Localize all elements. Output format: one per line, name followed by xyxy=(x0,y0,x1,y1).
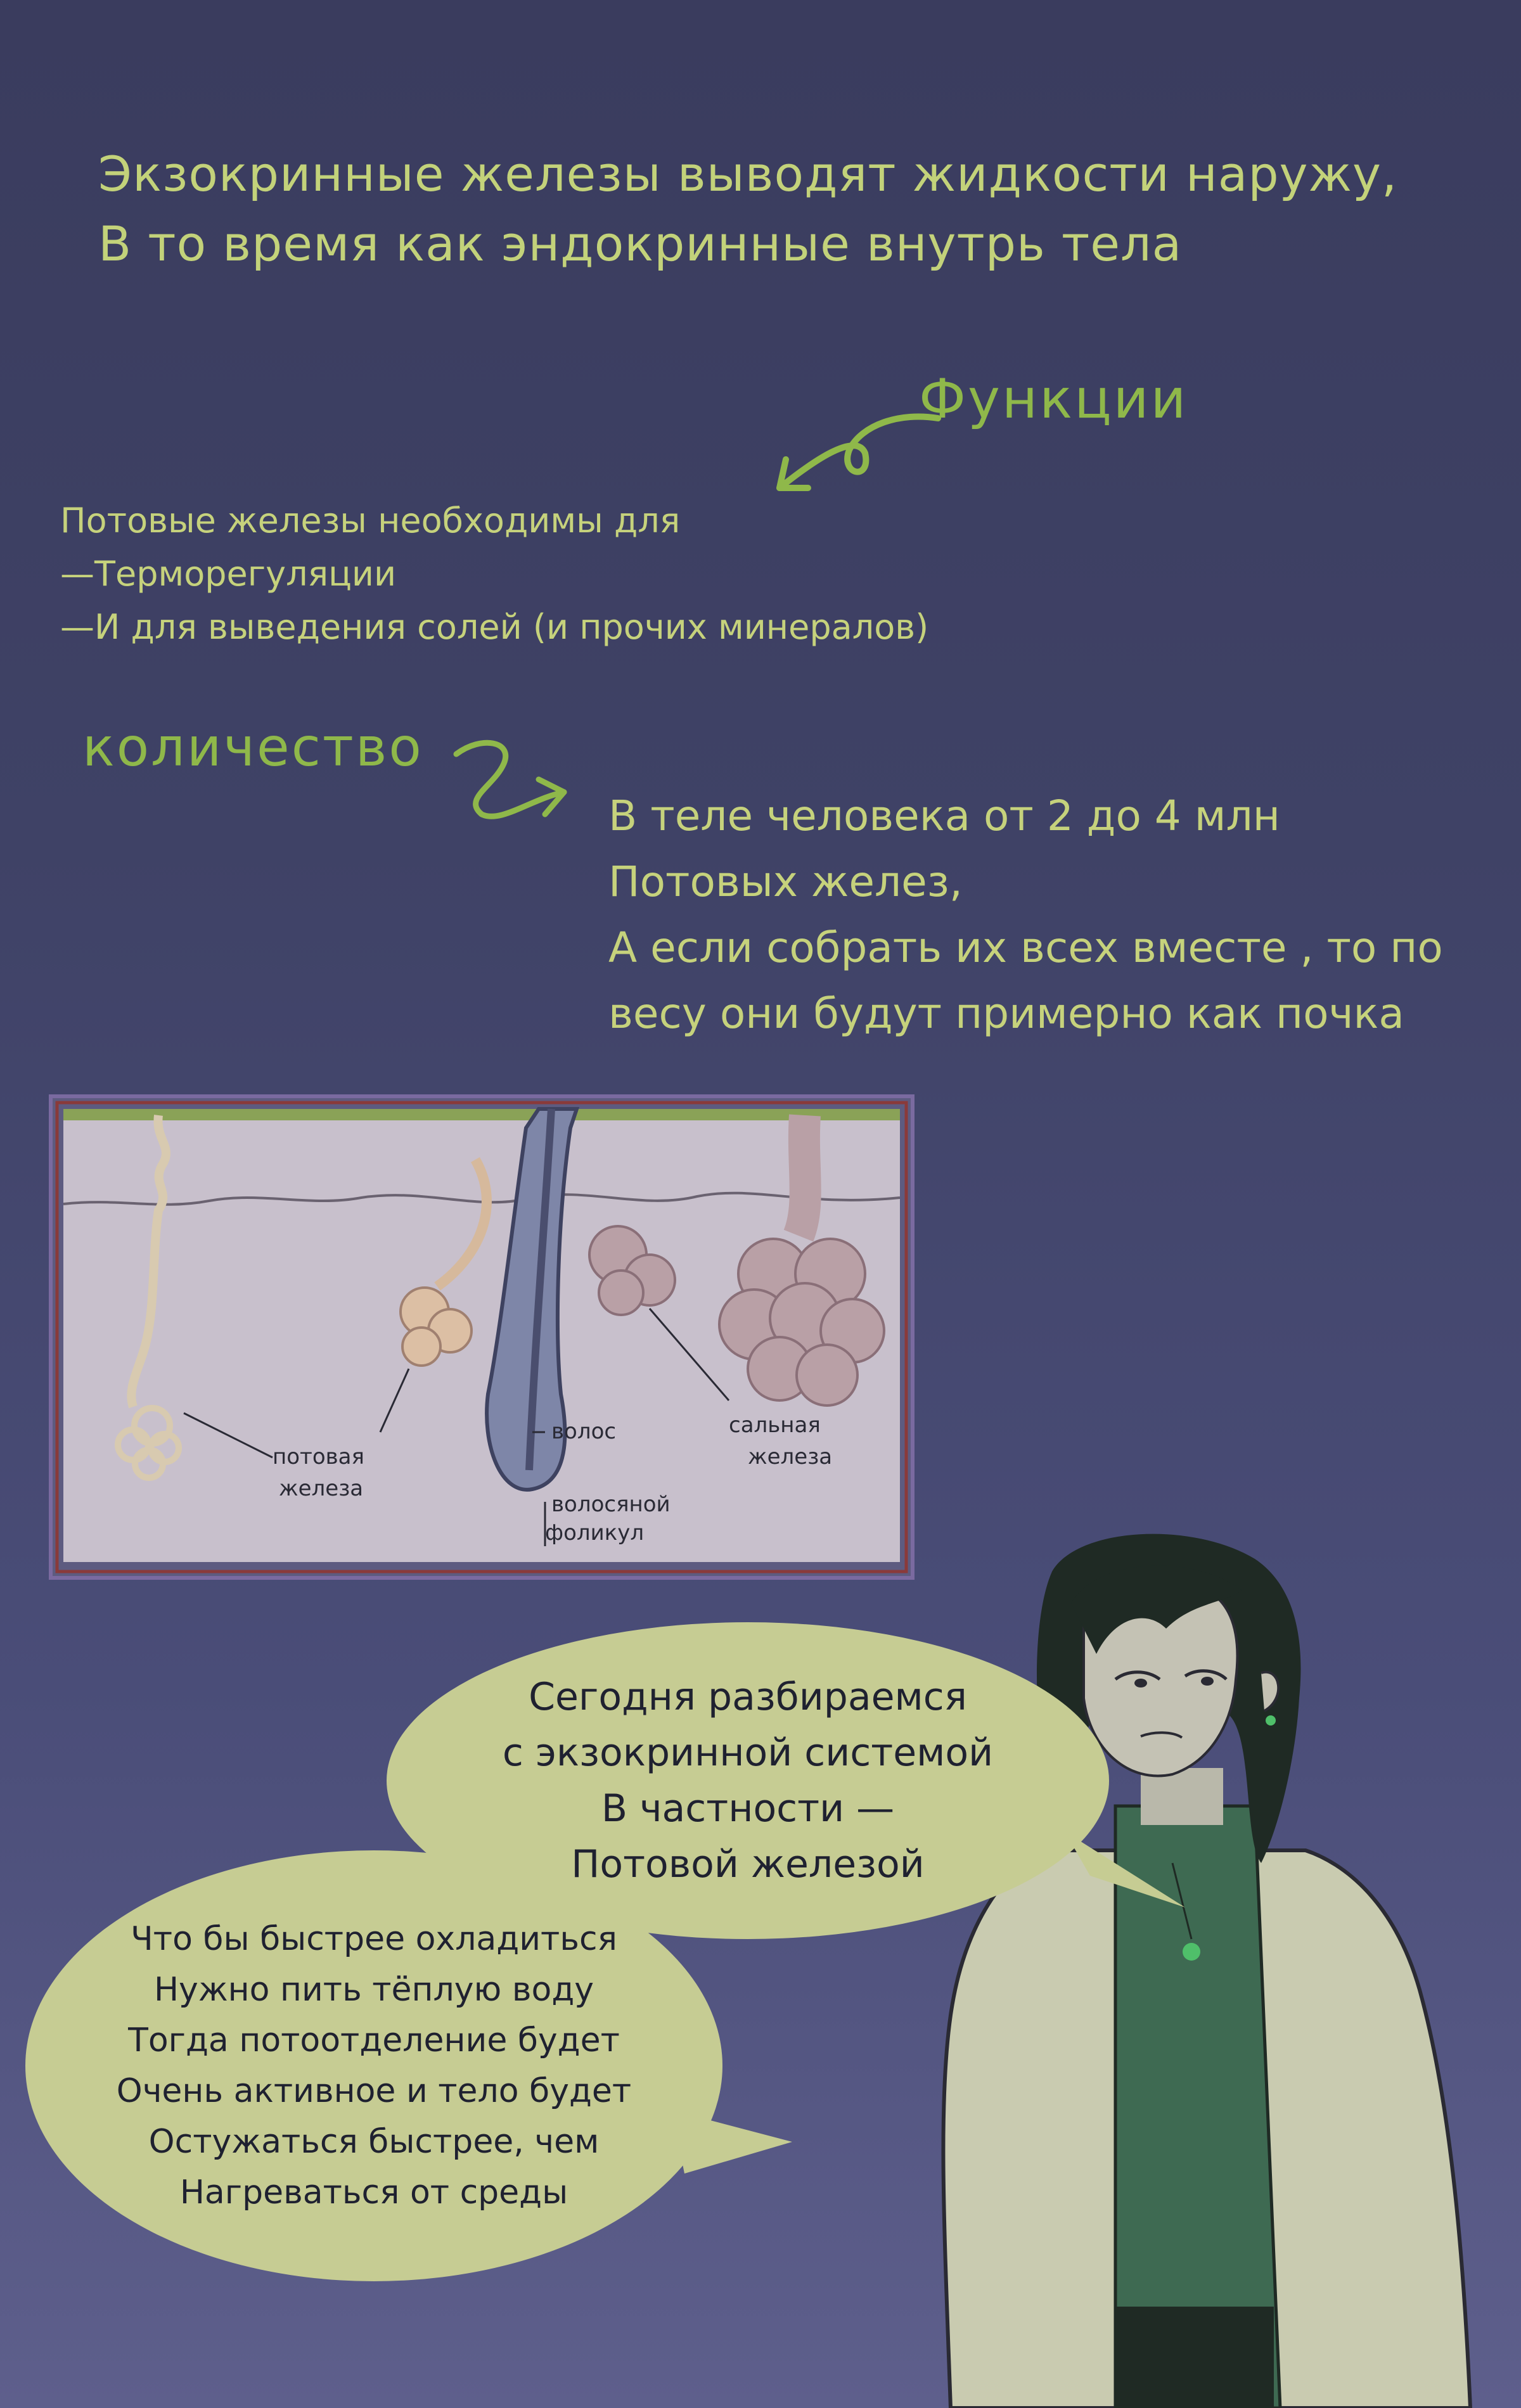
quantity-line-1: В теле человека от 2 до 4 млн xyxy=(608,791,1280,840)
bubble-bottom-line-4: Очень активное и тело будет xyxy=(116,2072,632,2110)
quantity-text xyxy=(608,783,1508,1047)
quantity-line-4: весу они будут примерно как почка xyxy=(608,989,1404,1038)
functions-line-3: —И для выведения солей (и прочих минералов) xyxy=(60,607,929,647)
quantity-label: количество xyxy=(82,716,423,778)
bubble-top-line-4: Потовой железой xyxy=(571,1842,925,1886)
curly-arrow-icon xyxy=(760,393,951,507)
bubble-bottom-line-1: Что бы быстрее охладиться xyxy=(131,1920,617,1958)
bubble-bottom-line-6: Нагреваться от среды xyxy=(179,2174,568,2212)
header-text xyxy=(98,139,1461,279)
speech-bubble-bottom xyxy=(25,1850,722,2281)
follicle-label-1: волосяной xyxy=(551,1492,671,1517)
functions-list xyxy=(60,494,1138,654)
skin-diagram xyxy=(44,1090,919,1584)
bubble-bottom-tail xyxy=(672,2104,799,2180)
functions-line-1: Потовые железы необходимы для xyxy=(60,501,681,541)
functions-line-2: —Терморегуляции xyxy=(60,554,397,594)
bubble-bottom-line-2: Нужно пить тёплую воду xyxy=(153,1971,594,2009)
bubble-top-line-2: с экзокринной системой xyxy=(502,1731,994,1775)
bubble-top-line-3: В частности — xyxy=(601,1786,895,1831)
quantity-line-3: А если собрать их всех вместе , то по xyxy=(608,923,1443,972)
character-illustration xyxy=(925,1534,1483,2408)
functions-label: Функции xyxy=(919,368,1188,431)
bubble-top-tail xyxy=(1065,1825,1191,1914)
sebaceous-label-1: сальная xyxy=(729,1412,821,1438)
sweat-gland-label-2: железа xyxy=(279,1476,364,1501)
sweat-gland-label-1: потовая xyxy=(273,1444,364,1470)
bubble-bottom-line-5: Остужаться быстрее, чем xyxy=(148,2123,600,2161)
follicle-label-2: фоликул xyxy=(545,1520,645,1546)
bubble-bottom-line-3: Тогда потоотделение будет xyxy=(128,2021,620,2059)
header-line-1: Экзокринные железы выводят жидкости наружу, xyxy=(98,146,1398,202)
hair-label: волос xyxy=(551,1419,617,1444)
sebaceous-label-2: железа xyxy=(748,1444,833,1470)
quantity-line-2: Потовых желез, xyxy=(608,857,963,906)
bubble-top-line-1: Сегодня разбираемся xyxy=(529,1675,967,1719)
curly-arrow-icon xyxy=(444,729,583,830)
header-line-2: В то время как эндокринные внутрь тела xyxy=(98,215,1183,272)
